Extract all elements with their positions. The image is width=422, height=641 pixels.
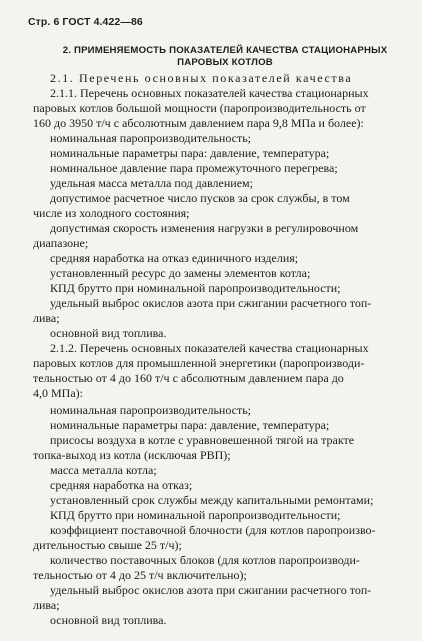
text-line: масса металла котла;: [50, 463, 157, 477]
text-line: диапазоне;: [33, 236, 89, 250]
text-line: установленный срок службы между капитальными ремонтами;: [50, 493, 374, 507]
text-line: средняя наработка на отказ;: [50, 478, 193, 492]
text-line: основной вид топлива.: [50, 326, 167, 340]
text-line: паровых котлов для промышленной энергетики (паропроизводи-: [33, 356, 365, 370]
text-line: дительностью свыше 25 т/ч);: [33, 538, 182, 552]
text-line: номинальная паропроизводительность;: [50, 131, 252, 145]
text-line: допустимая скорость изменения нагрузки в регулировочном: [50, 221, 359, 235]
text-line: лива;: [33, 311, 60, 325]
text-line: 160 до 3950 т/ч с абсолютным давлением пара 9,8 МПа и более):: [33, 116, 364, 130]
text-line: удельная масса металла под давлением;: [50, 176, 253, 190]
section-title: 2. ПРИМЕНЯЕМОСТЬ ПОКАЗАТЕЛЕЙ КАЧЕСТВА СТАЦИОНАРНЫХ: [62, 45, 388, 56]
text-line: номинальная паропроизводительность;: [50, 403, 252, 417]
text-line: лива;: [33, 598, 60, 612]
text-line: номинальные параметры пара: давление, температура;: [50, 146, 330, 160]
text-line: присосы воздуха в котле с уравновешенной тягой на тракте: [50, 433, 355, 447]
page-header: Стр. 6 ГОСТ 4.422—86: [28, 16, 143, 28]
text-line: топка-выход из котла (исключая РВП);: [33, 448, 231, 462]
text-line: установленный ресурс до замены элементов котла;: [50, 266, 311, 280]
text-line: номинальные параметры пара: давление, температура;: [50, 418, 330, 432]
text-line: номинальное давление пара промежуточного перегрева;: [50, 161, 338, 175]
text-line: 2.1. Перечень основных показателей качества: [50, 71, 353, 85]
text-line: удельный выброс окислов азота при сжигании расчетного топ-: [50, 296, 372, 310]
text-line: средняя наработка на отказ единичного изделия;: [50, 251, 299, 265]
text-line: тельностью от 4 до 25 т/ч включительно);: [33, 568, 247, 582]
text-line: тельностью от 4 до 160 т/ч с абсолютным давлением пара до: [33, 371, 344, 385]
section-title-continued: ПАРОВЫХ КОТЛОВ: [177, 57, 273, 68]
text-line: 2.1.2. Перечень основных показателей качества стационарных: [50, 341, 369, 355]
text-line: 4,0 МПа):: [33, 386, 83, 400]
text-line: количество поставочных блоков (для котлов паропроизводи-: [50, 553, 360, 567]
text-line: удельный выброс окислов азота при сжигании расчетного топ-: [50, 583, 372, 597]
text-line: допустимое расчетное число пусков за срок службы, в том: [50, 191, 350, 205]
text-line: паровых котлов большой мощности (паропроизводительность от: [33, 101, 366, 115]
text-line: числе из холодного состояния;: [33, 206, 190, 220]
text-line: КПД брутто при номинальной паропроизводительности;: [50, 508, 341, 522]
text-line: основной вид топлива.: [50, 613, 167, 627]
text-line: коэффициент поставочной блочности (для котлов паропроизво-: [50, 523, 376, 537]
text-line: 2.1.1. Перечень основных показателей качества стационарных: [50, 86, 369, 100]
text-line: КПД брутто при номинальной паропроизводительности;: [50, 281, 341, 295]
